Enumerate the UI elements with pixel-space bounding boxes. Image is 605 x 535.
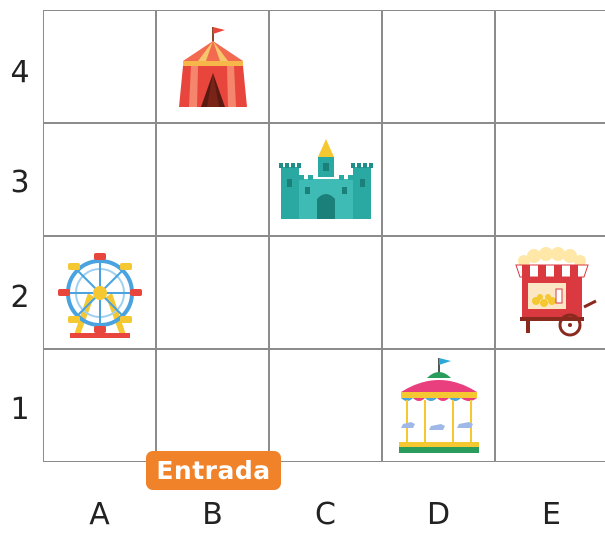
cell-b4 xyxy=(156,10,269,123)
cell-d2 xyxy=(382,236,495,349)
row-label-4: 4 xyxy=(10,55,30,90)
cell-a2 xyxy=(43,236,156,349)
col-label-e: E xyxy=(542,497,561,532)
carousel-icon xyxy=(391,354,487,458)
cell-a4 xyxy=(43,10,156,123)
col-label-b: B xyxy=(202,497,223,532)
cell-b1 xyxy=(156,349,269,462)
cell-a3 xyxy=(43,123,156,236)
cell-e3 xyxy=(495,123,605,236)
row-label-1: 1 xyxy=(10,392,30,427)
col-label-a: A xyxy=(89,497,110,532)
cell-b3 xyxy=(156,123,269,236)
circus-tent-icon xyxy=(167,21,259,113)
cell-c1 xyxy=(269,349,382,462)
cell-d4 xyxy=(382,10,495,123)
cell-c4 xyxy=(269,10,382,123)
entrance-label: Entrada xyxy=(146,451,281,490)
cell-b2 xyxy=(156,236,269,349)
cell-e4 xyxy=(495,10,605,123)
ferris-wheel-icon xyxy=(50,243,150,343)
cell-e2 xyxy=(495,236,605,349)
cell-a1 xyxy=(43,349,156,462)
col-label-d: D xyxy=(426,497,451,532)
popcorn-cart-icon xyxy=(504,245,600,341)
cell-d1 xyxy=(382,349,495,462)
cell-c3 xyxy=(269,123,382,236)
grid xyxy=(43,10,605,463)
cell-e1 xyxy=(495,349,605,462)
col-label-c: C xyxy=(315,497,336,532)
row-label-2: 2 xyxy=(10,280,30,315)
cell-c2 xyxy=(269,236,382,349)
castle-icon xyxy=(275,135,377,225)
cell-d3 xyxy=(382,123,495,236)
row-label-3: 3 xyxy=(10,165,30,200)
